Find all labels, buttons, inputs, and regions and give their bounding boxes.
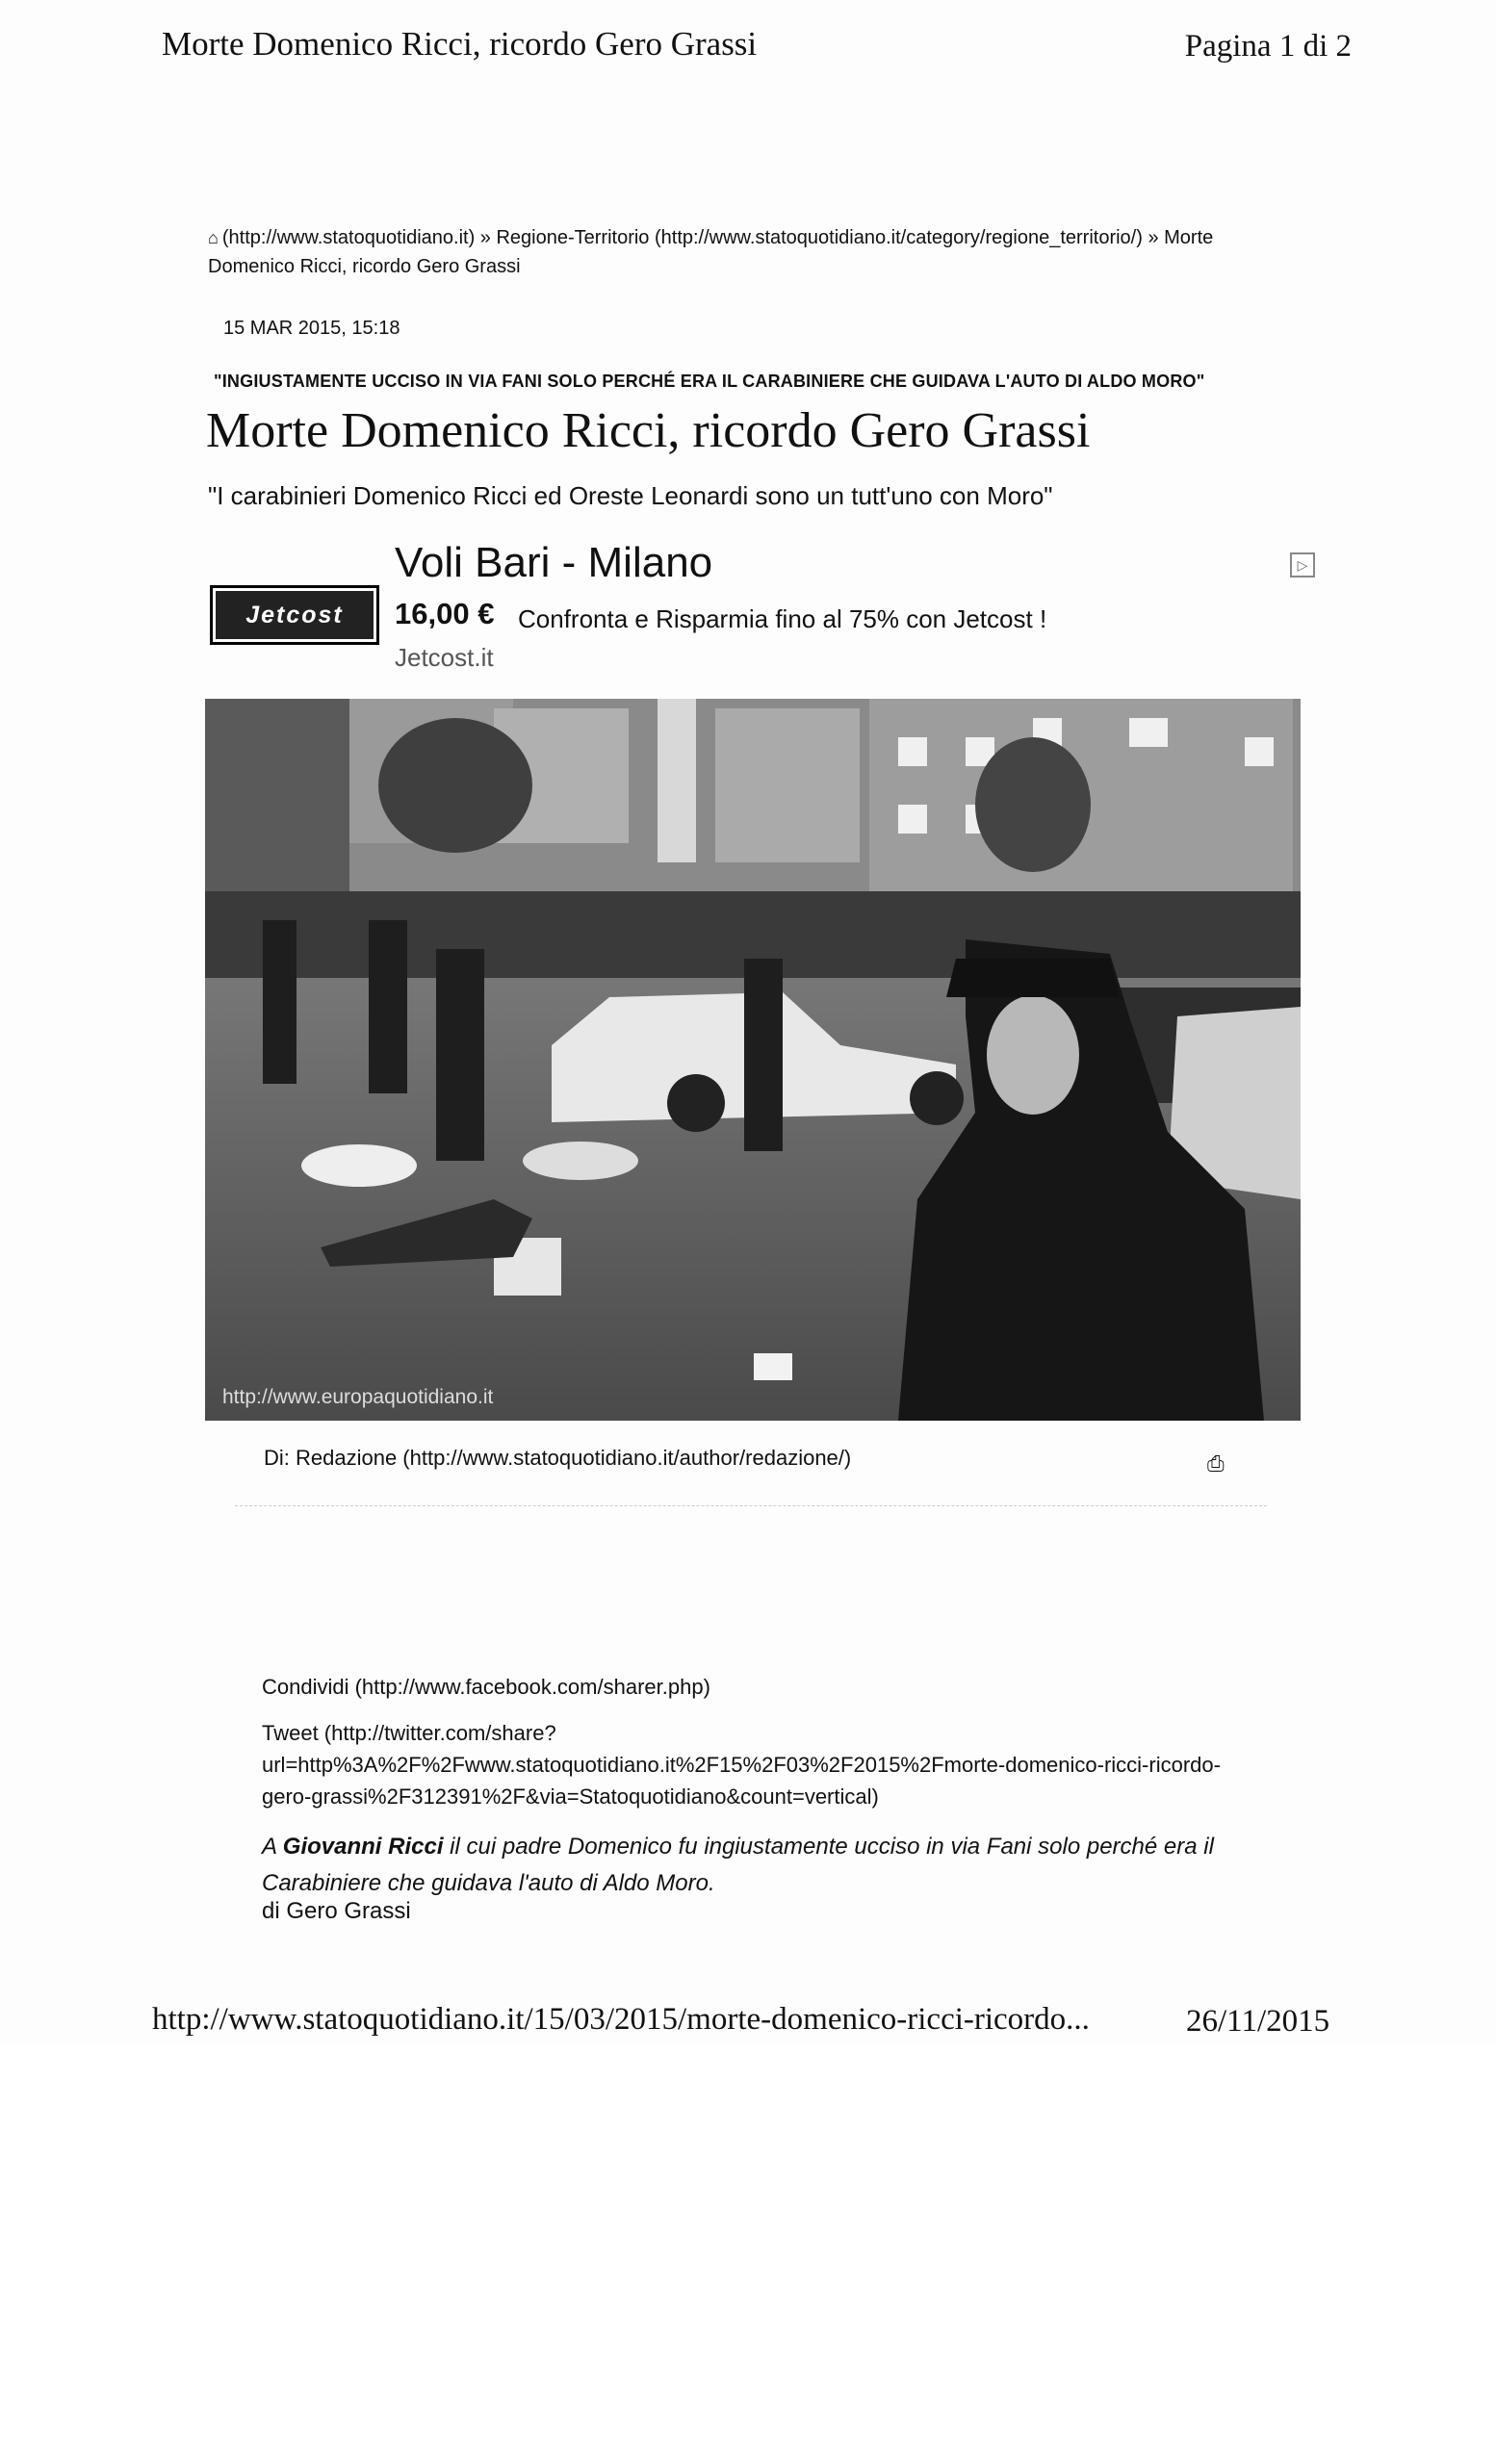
print-footer-url: http://www.statoquotidiano.it/15/03/2015/morte-domenico-ricci-ricordo... [152, 2002, 1090, 2037]
share-facebook-link[interactable]: Condividi (http://www.facebook.com/sharer.php) [262, 1675, 710, 1699]
print-footer-date: 26/11/2015 [1186, 2004, 1330, 2039]
photo-illustration [205, 699, 1301, 1421]
advertisement[interactable] [210, 539, 1317, 683]
print-icon[interactable]: ⎙ [1207, 1451, 1225, 1476]
photo-caption: http://www.europaquotidiano.it [222, 1386, 494, 1408]
article-signature: di Gero Grassi [262, 1898, 411, 1924]
print-header-page-number: Pagina 1 di 2 [1184, 29, 1352, 64]
article-subheadline: "I carabinieri Domenico Ricci ed Oreste Leonardi sono un tutt'uno con Moro" [208, 481, 1053, 510]
article-date: 15 MAR 2015, 15:18 [223, 318, 400, 339]
dedication-name: Giovanni Ricci [282, 1834, 444, 1860]
share-twitter-link[interactable]: Tweet (http://twitter.com/share?url=http%3A%2F%2Fwww.statoquotidiano.it%2F15%2F03%2F2015%2Fmorte-domenico-ricci-ricordo-gero-grassi%2F312391%2F&via=Statoquotidiano&count=vertical) [262, 1721, 1221, 1809]
ad-price: 16,00 € [395, 597, 495, 630]
ad-title[interactable]: Voli Bari - Milano [395, 539, 713, 586]
ad-logo[interactable]: Jetcost [210, 585, 379, 645]
article-dedication [262, 1829, 1282, 1902]
divider [235, 1505, 1267, 1506]
article-photo [205, 699, 1301, 1421]
article-kicker: "INGIUSTAMENTE UCCISO IN VIA FANI SOLO PERCHÉ ERA IL CARABINIERE CHE GUIDAVA L'AUTO DI ALDO MORO" [214, 372, 1205, 391]
dedication-text: il cui padre Domenico fu ingiustamente ucciso in via Fani solo perché era il Carabiniere che guidava l'auto di Aldo Moro. [262, 1834, 1214, 1896]
home-icon[interactable]: ⌂ [208, 228, 219, 247]
print-header-title: Morte Domenico Ricci, ricordo Gero Grassi [162, 25, 758, 63]
breadcrumb [208, 223, 1286, 281]
article-headline: Morte Domenico Ricci, ricordo Gero Grassi [206, 403, 1091, 458]
breadcrumb-text[interactable]: (http://www.statoquotidiano.it) » Regione-Territorio (http://www.statoquotidiano.it/category/regione_territorio/) » Morte Domenico Ricci, ricordo Gero Grassi [208, 227, 1214, 277]
ad-choices-icon[interactable]: ▷ [1290, 552, 1315, 578]
article-author[interactable]: Di: Redazione (http://www.statoquotidiano.it/author/redazione/) [264, 1446, 852, 1470]
ad-description: Confronta e Risparmia fino al 75% con Jetcost ! [518, 604, 1047, 633]
dedication-prefix: A [262, 1834, 283, 1860]
ad-domain[interactable]: Jetcost.it [395, 643, 494, 672]
